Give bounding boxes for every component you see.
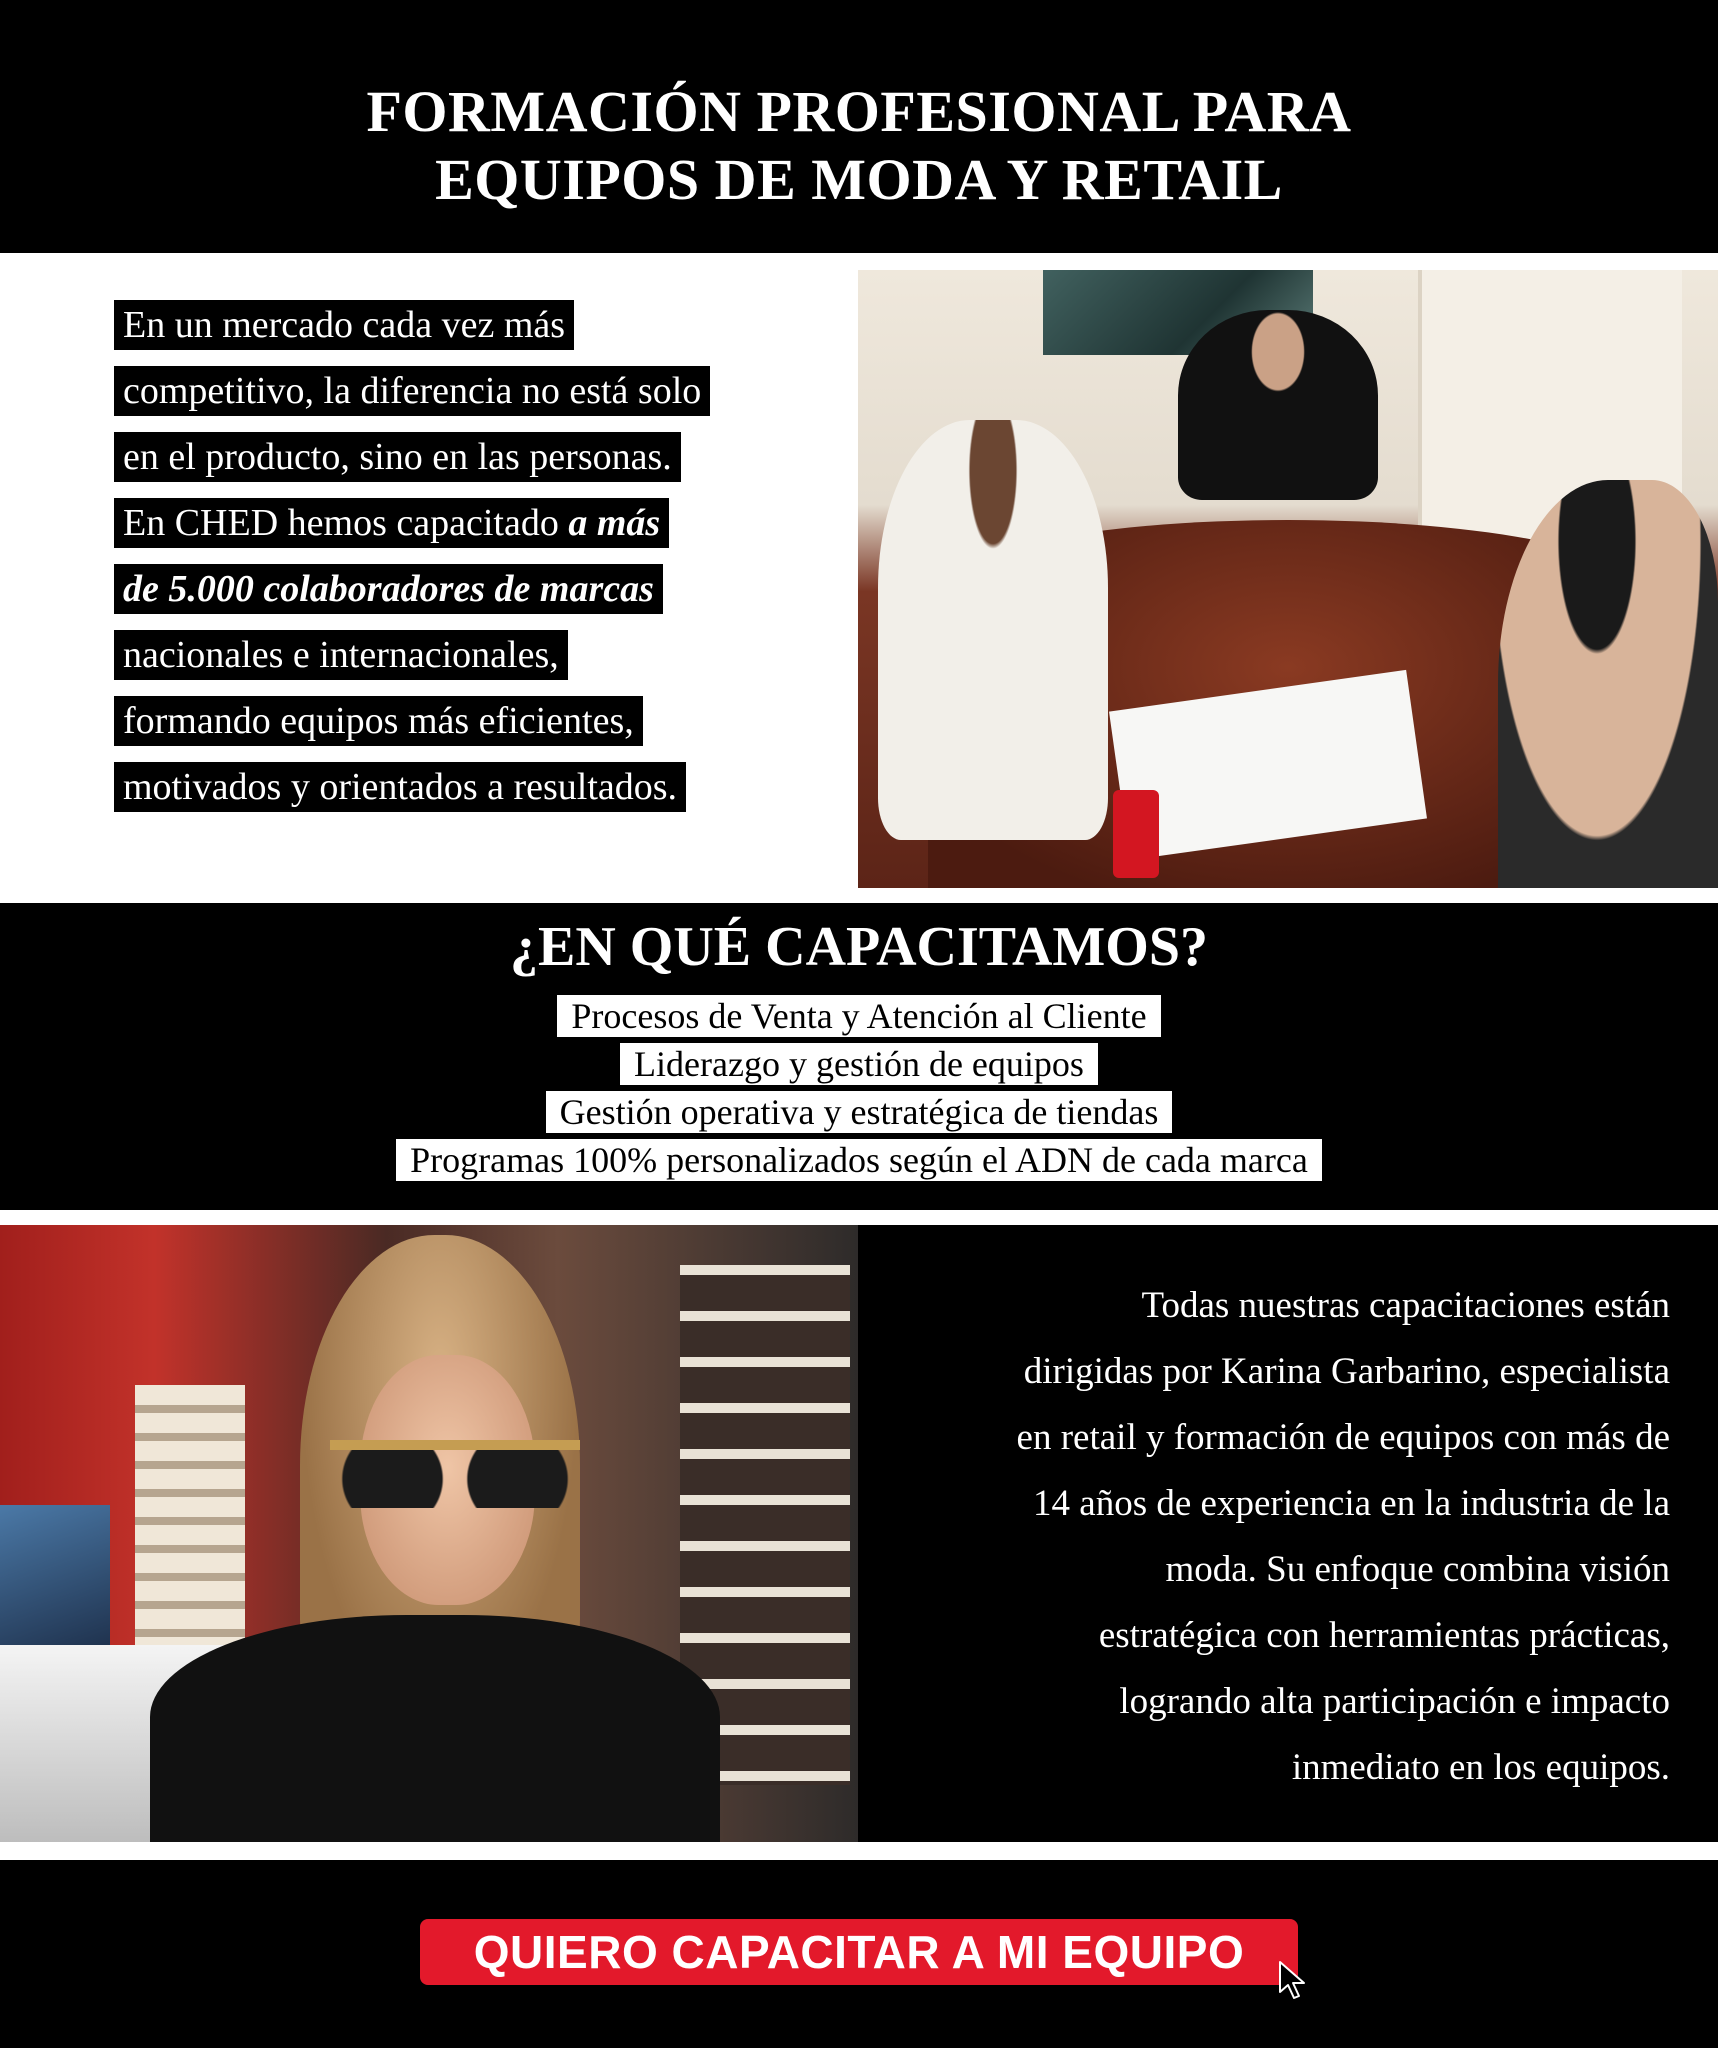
- person-man: [1178, 310, 1378, 500]
- trainer-body: [150, 1615, 720, 1842]
- trainer-section: [0, 1225, 1718, 1842]
- trainer-line: estratégica con herramientas prácticas,: [1098, 1615, 1670, 1656]
- intro-line: nacionales e internacionales,: [114, 630, 568, 680]
- trainer-line: dirigidas por Karina Garbarino, especialista: [1023, 1351, 1670, 1392]
- trainings-section: [0, 903, 1718, 1210]
- trainer-description: [880, 1273, 1670, 1801]
- trainer-line: Todas nuestras capacitaciones están: [1141, 1285, 1670, 1326]
- page-title-line-1: FORMACIÓN PROFESIONAL PARA: [366, 79, 1352, 144]
- intro-line: En un mercado cada vez más: [114, 300, 574, 350]
- trainer-line: moda. Su enfoque combina visión: [1165, 1549, 1670, 1590]
- sunglasses: [330, 1440, 580, 1508]
- train-my-team-button[interactable]: QUIERO CAPACITAR A MI EQUIPO: [420, 1919, 1298, 1985]
- trainer-photo: [0, 1225, 858, 1842]
- intro-emphasis: de 5.000 colaboradores de marcas: [123, 568, 654, 610]
- trainer-line: inmediato en los equipos.: [1291, 1747, 1670, 1788]
- training-item: Liderazgo y gestión de equipos: [620, 1043, 1098, 1085]
- training-item: Procesos de Venta y Atención al Cliente: [557, 995, 1160, 1037]
- person-woman-right: [1498, 480, 1718, 888]
- page-title-line-2: EQUIPOS DE MODA Y RETAIL: [435, 147, 1283, 212]
- trainings-title: ¿EN QUÉ CAPACITAMOS?: [510, 916, 1208, 978]
- trainer-line: en retail y formación de equipos con más de: [1016, 1417, 1670, 1458]
- intro-line: competitivo, la diferencia no está solo: [114, 366, 710, 416]
- intro-line: en el producto, sino en las personas.: [114, 432, 681, 482]
- intro-line-text: En CHED hemos capacitado: [123, 502, 569, 544]
- trainer-line: 14 años de experiencia en la industria de la: [1033, 1483, 1670, 1524]
- trainings-list: [0, 995, 1718, 1187]
- intro-paragraph: [114, 300, 794, 828]
- intro-emphasis: a más: [568, 502, 661, 544]
- store-poster: [0, 1505, 110, 1655]
- intro-line: [114, 564, 663, 614]
- training-item: Gestión operativa y estratégica de tiendas: [546, 1091, 1173, 1133]
- intro-line: motivados y orientados a resultados.: [114, 762, 686, 812]
- person-woman-left: [878, 420, 1108, 840]
- intro-line: formando equipos más eficientes,: [114, 696, 643, 746]
- soda-can: [1113, 790, 1159, 878]
- page-title: [0, 78, 1718, 214]
- trainer-line: logrando alta participación e impacto: [1119, 1681, 1670, 1722]
- intro-line: [114, 498, 669, 548]
- team-meeting-photo: [858, 270, 1718, 888]
- training-item: Programas 100% personalizados según el ADN de cada marca: [396, 1139, 1322, 1181]
- mouse-pointer-icon: [1278, 1960, 1308, 2000]
- hero-banner: [0, 0, 1718, 253]
